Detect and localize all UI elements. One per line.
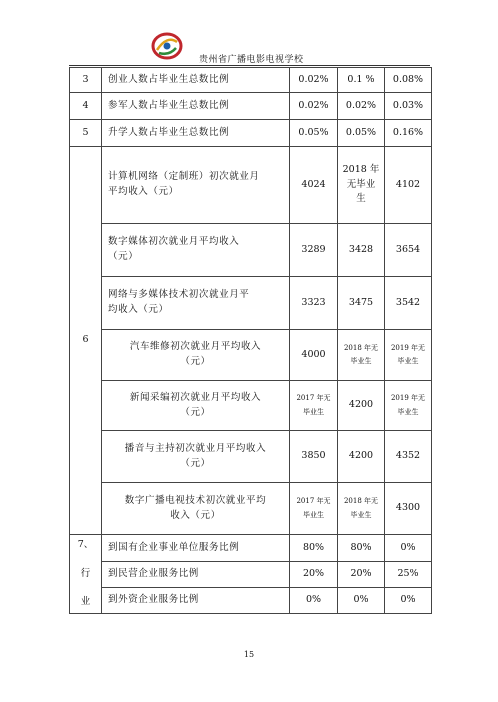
index-line: 7、	[77, 538, 94, 550]
row-item	[102, 224, 290, 277]
header-rule	[69, 65, 430, 66]
value-cell	[338, 147, 385, 224]
value-cell: 4352	[385, 431, 432, 483]
row-item	[102, 147, 290, 224]
value-cell: 0%	[385, 535, 432, 562]
row-item: 到国有企业事业单位服务比例	[102, 535, 290, 562]
value-line: 2017 年无	[296, 394, 331, 403]
item-line: 收入（元）	[170, 509, 221, 521]
value-line: 毕业生	[303, 407, 324, 416]
value-cell: 0%	[385, 588, 432, 614]
value-cell: 20%	[290, 562, 338, 588]
value-cell: 3289	[290, 224, 338, 277]
table-row	[70, 535, 432, 562]
table-row	[70, 120, 432, 147]
value-line: 毕业生	[303, 510, 324, 519]
value-cell: 0.16%	[385, 120, 432, 147]
value-line: 毕业生	[397, 407, 419, 416]
item-line: 网络与多媒体技术初次就业月平	[108, 289, 250, 301]
value-cell: 0.02%	[290, 93, 338, 120]
row-item	[102, 431, 290, 483]
value-cell: 4200	[338, 431, 385, 483]
value-cell: 0.05%	[338, 120, 385, 147]
item-line: （元）	[108, 251, 139, 262]
value-cell	[385, 381, 432, 431]
value-cell: 4024	[290, 147, 338, 224]
table-row	[70, 431, 432, 483]
table-row	[70, 93, 432, 120]
item-line: 数字广播电视技术初次就业平均	[124, 494, 267, 506]
item-line: （元）	[180, 356, 211, 367]
value-line: 2019 年无	[390, 394, 426, 403]
value-line: 无毕业	[346, 178, 376, 190]
row-item	[102, 277, 290, 330]
value-cell: 3428	[338, 224, 385, 277]
index-line: 行	[80, 567, 91, 579]
employment-stats-table	[69, 67, 432, 614]
table-row	[70, 562, 432, 588]
value-line: 2019 年无	[390, 343, 426, 352]
table-row	[70, 588, 432, 614]
row-index: 4	[70, 93, 102, 120]
index-line: 业	[80, 596, 91, 608]
row-item: 到外资企业服务比例	[102, 588, 290, 614]
value-cell: 25%	[385, 562, 432, 588]
value-cell: 0.03%	[385, 93, 432, 120]
value-cell: 3323	[290, 277, 338, 330]
row-index: 3	[70, 68, 102, 93]
item-line: （元）	[180, 457, 211, 469]
row-item	[102, 330, 290, 381]
value-cell	[338, 330, 385, 381]
value-cell: 4000	[290, 330, 338, 381]
value-line: 2018 年无	[343, 497, 379, 506]
value-line: 毕业生	[350, 510, 372, 519]
row-item	[102, 483, 290, 535]
value-line: 2018 年无	[343, 343, 379, 352]
item-line: 新闻采编初次就业月平均收入	[129, 391, 262, 403]
value-cell: 3850	[290, 431, 338, 483]
value-cell: 0.02%	[338, 93, 385, 120]
value-line: 毕业生	[397, 357, 419, 365]
value-cell: 0.02%	[290, 68, 338, 93]
table-row	[70, 277, 432, 330]
value-cell: 0%	[338, 588, 385, 614]
value-cell: 3475	[338, 277, 385, 330]
value-line: 生	[356, 193, 366, 205]
value-cell	[385, 330, 432, 381]
value-cell: 4200	[338, 381, 385, 431]
value-cell: 3654	[385, 224, 432, 277]
row-item	[102, 381, 290, 431]
value-cell	[338, 483, 385, 535]
item-line: 均收入（元）	[108, 304, 169, 315]
value-cell: 0.08%	[385, 68, 432, 93]
value-cell: 0.05%	[290, 120, 338, 147]
item-line: 数字媒体初次就业月平均收入	[108, 236, 240, 248]
value-cell	[290, 381, 338, 431]
page-number: 15	[243, 650, 255, 659]
item-line: （元）	[180, 406, 211, 418]
value-line: 2017 年无	[296, 497, 331, 506]
row-item: 升学人数占毕业生总数比例	[102, 120, 290, 147]
row-index: 5	[70, 120, 102, 147]
item-line: 汽车维修初次就业月平均收入	[129, 341, 262, 353]
table-row	[70, 224, 432, 277]
value-line: 毕业生	[350, 357, 372, 365]
group-index: 6	[70, 147, 102, 535]
value-line: 2018 年	[342, 163, 380, 175]
group-index	[70, 535, 102, 614]
table-row	[70, 330, 432, 381]
table-row	[70, 483, 432, 535]
table-row	[70, 68, 432, 93]
value-cell: 4102	[385, 147, 432, 224]
value-cell: 4300	[385, 483, 432, 535]
table-row	[70, 147, 432, 224]
row-item: 创业人数占毕业生总数比例	[102, 68, 290, 93]
school-name: 贵州省广播电影电视学校	[199, 55, 304, 65]
item-line: 计算机网络（定制班）初次就业月	[108, 171, 260, 183]
item-line: 平均收入（元）	[108, 186, 179, 197]
value-cell	[290, 483, 338, 535]
value-cell: 20%	[338, 562, 385, 588]
item-line: 播音与主持初次就业月平均收入	[124, 442, 267, 454]
table-row	[70, 381, 432, 431]
value-cell: 80%	[290, 535, 338, 562]
row-item: 到民营企业服务比例	[102, 562, 290, 588]
value-cell: 3542	[385, 277, 432, 330]
value-cell: 0.1 %	[338, 68, 385, 93]
row-item: 参军人数占毕业生总数比例	[102, 93, 290, 120]
value-cell: 0%	[290, 588, 338, 614]
school-logo	[149, 31, 185, 61]
value-cell: 80%	[338, 535, 385, 562]
